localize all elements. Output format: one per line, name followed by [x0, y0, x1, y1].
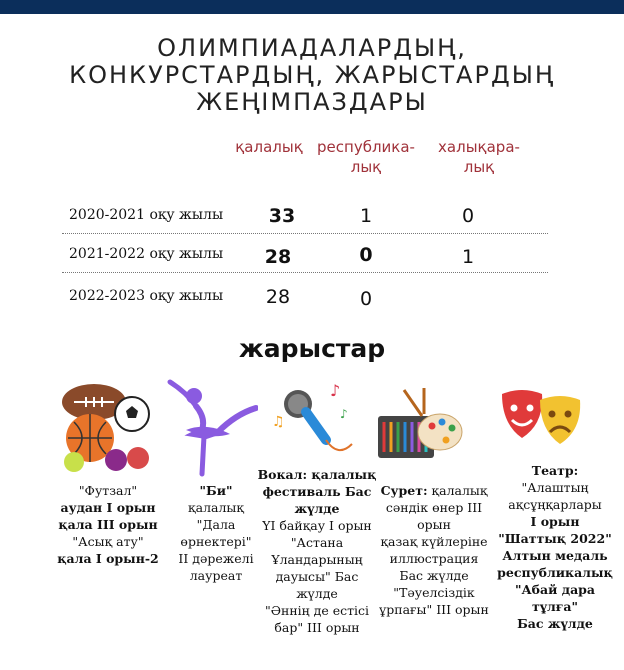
value-republic: 0	[359, 288, 373, 310]
competition-line: "Би"	[199, 483, 233, 498]
microphone-icon	[268, 378, 360, 464]
competition-line: Сурет: қалалық	[380, 483, 488, 498]
competition-line: дауысы" Бас	[275, 569, 359, 584]
competition-line: "Әннің де естісі	[264, 603, 370, 618]
competition-line-prefix: Сурет:	[380, 483, 428, 498]
competition-line: ақсұңқарлары	[508, 497, 602, 512]
competition-line: жүлде	[296, 586, 338, 601]
competition-line: "Тәуелсіздік	[393, 585, 475, 600]
competition-line: Бас жүлде	[399, 568, 469, 583]
paint-palette-icon	[374, 386, 466, 464]
competition-line: жүлде	[294, 501, 340, 516]
competition-line: қазақ күйлеріне	[380, 534, 488, 549]
competition-line: тұлға"	[531, 599, 579, 614]
competition-line: Ұландарының	[271, 552, 363, 567]
competition-line: "Футзал"	[78, 483, 138, 498]
competition-line: "Дала	[196, 517, 236, 532]
section-title: жарыстар	[238, 334, 386, 363]
theatre-masks-icon	[496, 388, 588, 450]
competition-line: қала ІІІ орын	[58, 517, 158, 532]
value-republic: 1	[359, 205, 373, 227]
row-divider	[62, 272, 548, 273]
competition-line: Вокал: қалалық	[257, 467, 377, 482]
competition-line: "Алаштың	[521, 480, 589, 495]
competition-line: аудан І орын	[60, 500, 156, 515]
row-year: 2022-2023 оқу жылы	[69, 288, 224, 304]
competition-line: республикалық	[497, 565, 613, 580]
title-line: КОНКУРСТАРДЫҢ, ЖАРЫСТАРДЫҢ	[69, 61, 555, 89]
competition-line: фестиваль Бас	[262, 484, 372, 499]
competition-line: "Абай дара	[514, 582, 596, 597]
competition-line: Алтын медаль	[502, 548, 608, 563]
svg-text:♫: ♫	[272, 414, 285, 430]
competition-line: Бас жүлде	[517, 616, 593, 631]
competition-line: бар" ІІІ орын	[274, 620, 360, 635]
value-international: 0	[461, 205, 475, 227]
competition-line: ІІ дәрежелі	[178, 551, 254, 566]
column-header-city: қалалық	[235, 138, 303, 156]
value-city: 28	[264, 246, 292, 268]
competition-line: І орын	[530, 514, 580, 529]
competition-line: қала І орын-2	[57, 551, 159, 566]
competition-vocal	[252, 466, 382, 636]
svg-text:♪: ♪	[340, 407, 348, 421]
competition-line: ұрпағы" ІІІ орын	[379, 602, 489, 617]
column-header-republic: республика- лық	[317, 138, 415, 176]
competition-line: сәндік өнер ІІІ	[385, 500, 483, 515]
column-header-international: халықара- лық	[438, 138, 520, 176]
row-year: 2021-2022 оқу жылы	[69, 246, 224, 262]
competition-art	[370, 482, 498, 618]
value-international: 1	[461, 246, 475, 268]
competition-line: ҮІ байқау І орын	[262, 518, 372, 533]
value-republic: 0	[359, 244, 373, 266]
competition-theatre	[490, 462, 620, 632]
competition-line: орын	[417, 517, 451, 532]
competition-line: "Астана	[290, 535, 344, 550]
competition-line: өрнектері"	[180, 534, 252, 549]
sports-balls-icon	[60, 378, 152, 473]
top-bar	[0, 0, 624, 14]
competition-line: Театр:	[531, 463, 579, 478]
svg-text:♪: ♪	[330, 381, 341, 400]
title-line: ЖЕҢІМПАЗДАРЫ	[196, 88, 428, 116]
row-year: 2020-2021 оқу жылы	[69, 207, 224, 223]
page-title	[0, 35, 624, 116]
ballerina-icon	[166, 374, 258, 479]
title-line: ОЛИМПИАДАЛАРДЫҢ,	[157, 34, 467, 62]
competition-line: лауреат	[189, 568, 243, 583]
row-divider	[62, 233, 548, 234]
competition-line: "Шаттық 2022"	[498, 531, 612, 546]
competition-sports	[47, 482, 169, 567]
competition-line: "Асық ату"	[72, 534, 144, 549]
value-city: 28	[265, 286, 291, 308]
competition-line: иллюстрация	[389, 551, 479, 566]
value-city: 33	[268, 205, 296, 227]
competition-line: қалалық	[188, 500, 244, 515]
